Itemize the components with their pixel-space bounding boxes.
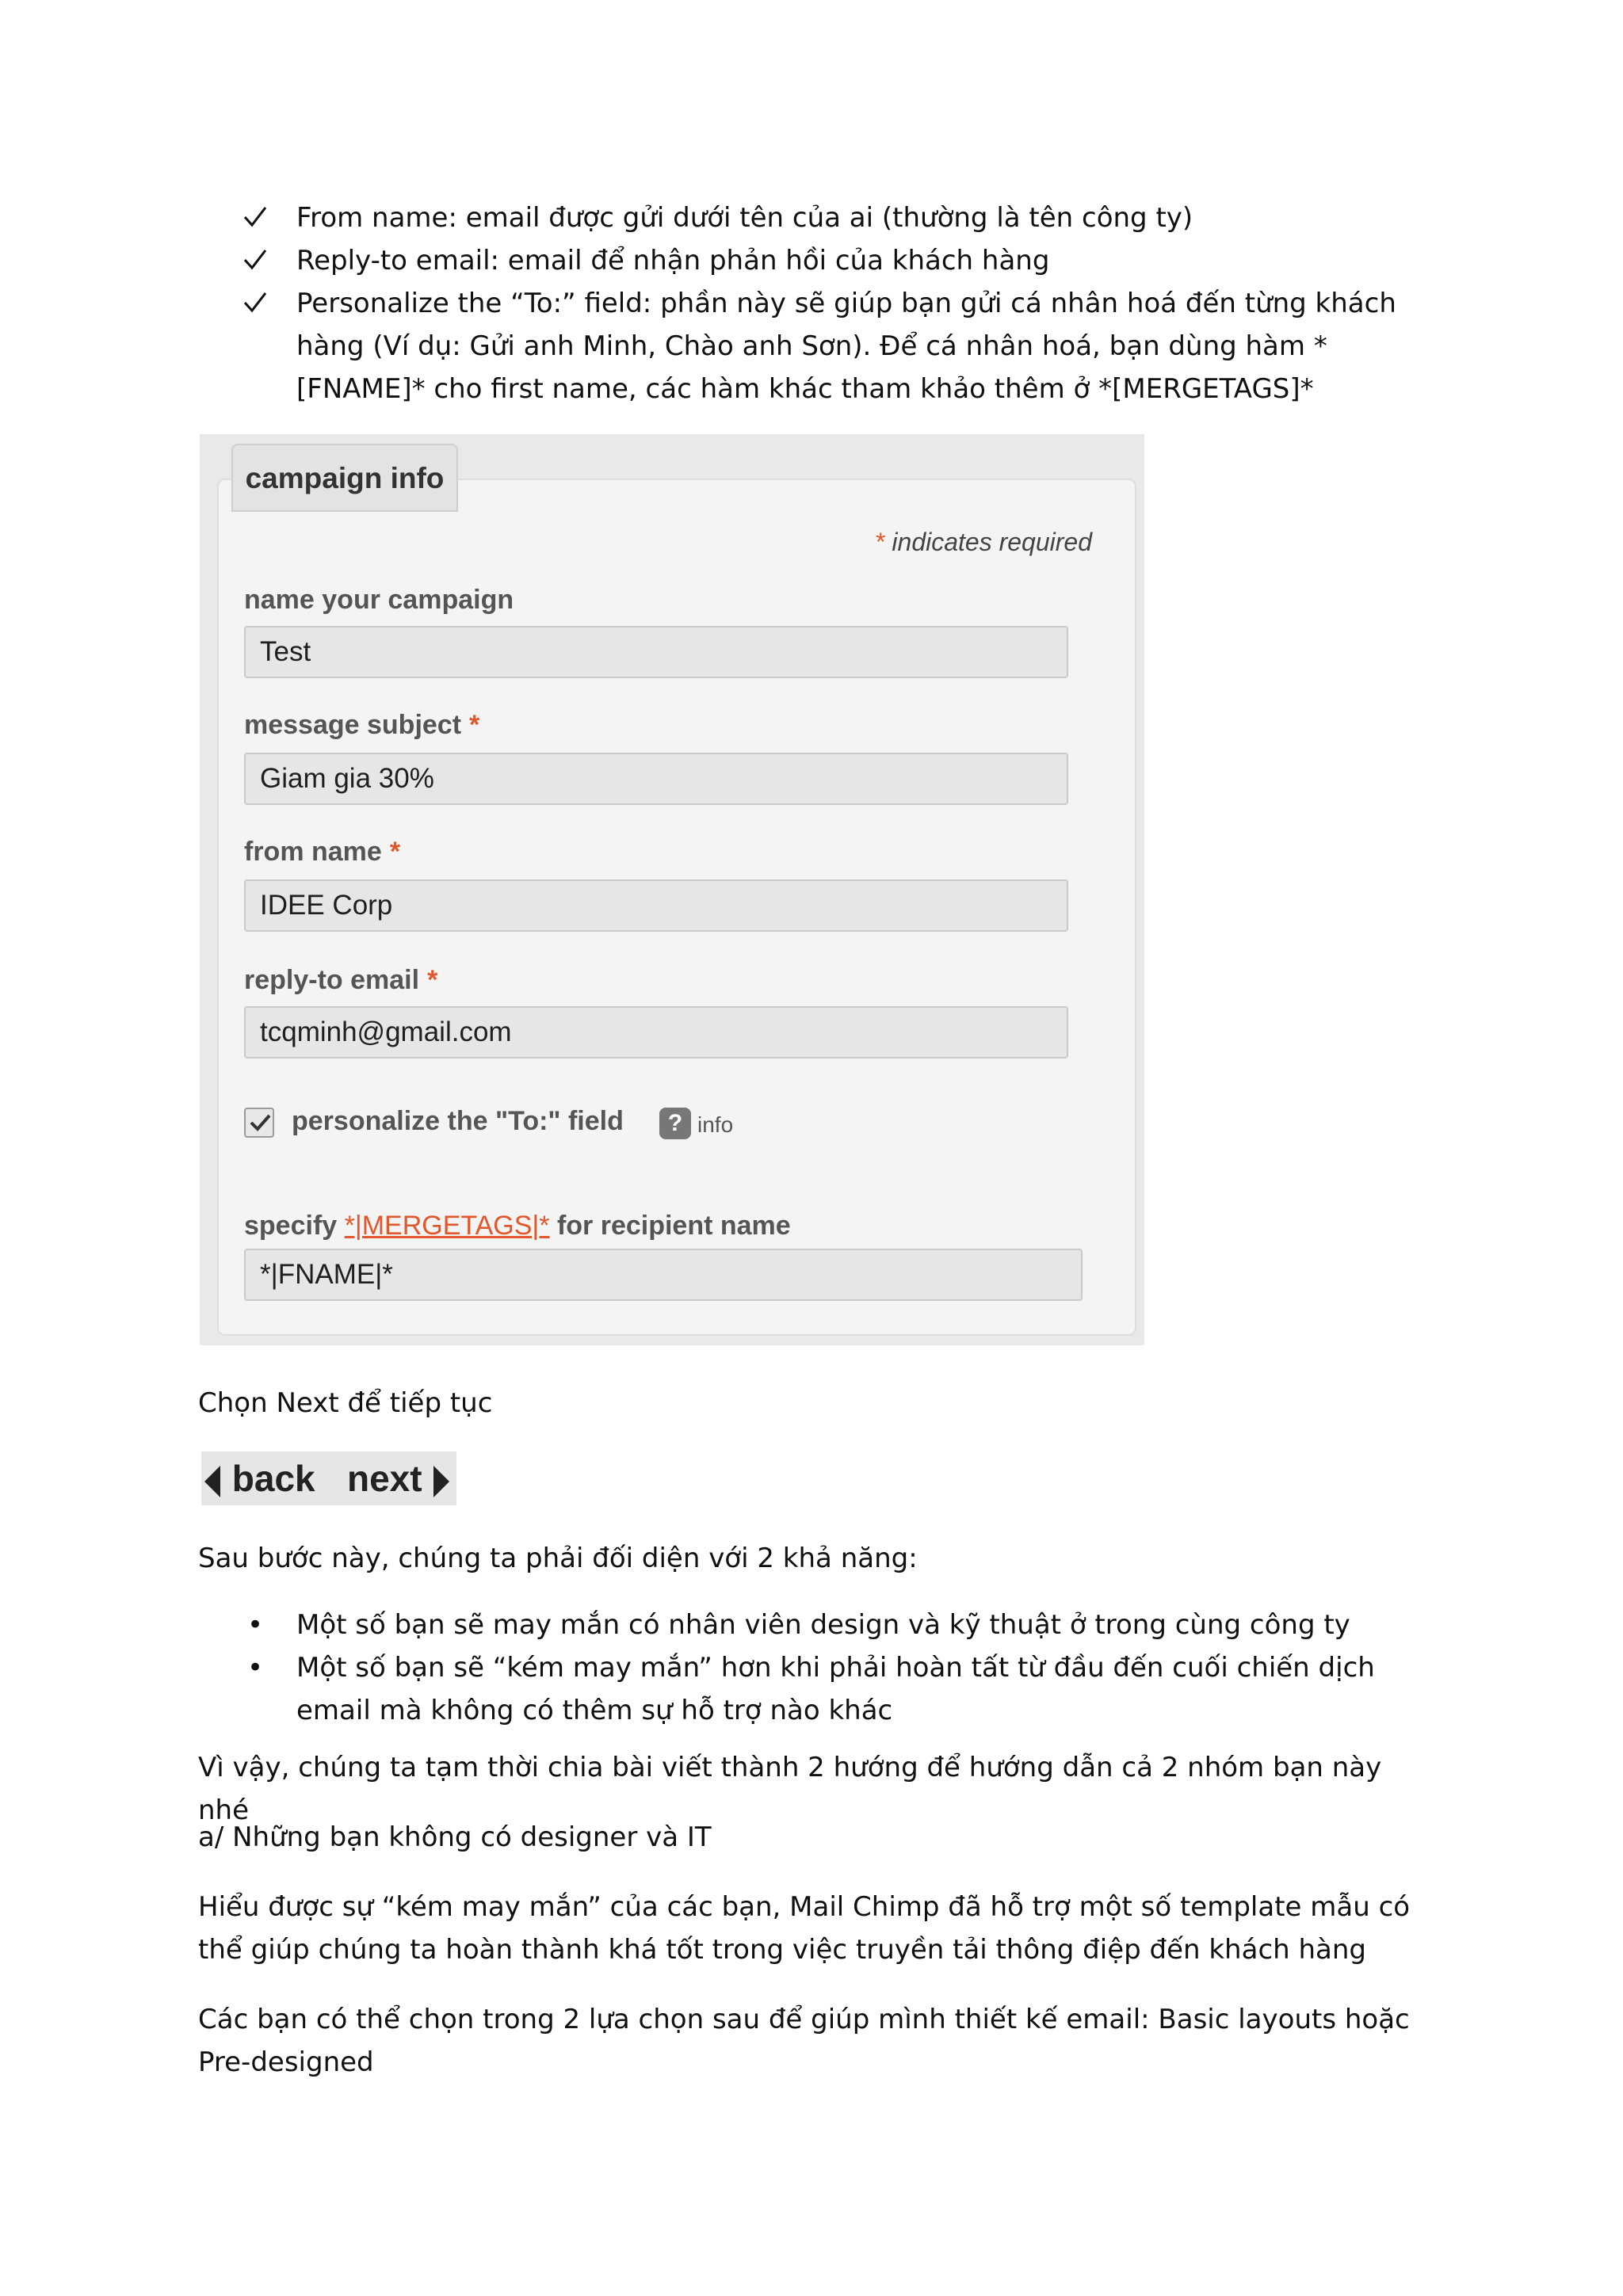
triangle-right-icon bbox=[432, 1464, 451, 1499]
help-icon[interactable]: ? bbox=[659, 1108, 691, 1139]
from-name-label-text: from name bbox=[244, 837, 382, 867]
from-name-input[interactable]: IDEE Corp bbox=[244, 879, 1068, 932]
from-name-label bbox=[244, 837, 400, 868]
paragraph-split: Vì vậy, chúng ta tạm thời chia bài viết thành 2 hướng để hướng dẫn cả 2 nhóm bạn này nhé bbox=[198, 1752, 1382, 1826]
required-star: * bbox=[469, 710, 480, 740]
required-star: * bbox=[427, 965, 438, 995]
checkmark-icon bbox=[242, 239, 274, 282]
checklist-item bbox=[242, 282, 1415, 410]
bullet-icon: • bbox=[247, 1652, 264, 1684]
triangle-left-icon bbox=[203, 1464, 222, 1499]
list-item bbox=[242, 1646, 1415, 1732]
heading-section-a: a/ Những bạn không có designer và IT bbox=[198, 1821, 712, 1853]
paragraph-next-instruction: Chọn Next để tiếp tục bbox=[198, 1387, 493, 1419]
checklist-item bbox=[242, 196, 1415, 239]
reply-to-email-label bbox=[244, 965, 437, 996]
personalize-to-label[interactable]: personalize the "To:" field bbox=[292, 1106, 624, 1136]
checklist-item-text: From name: email được gửi dưới tên của ai (thường là tên công ty) bbox=[296, 202, 1193, 234]
info-link[interactable]: info bbox=[697, 1112, 734, 1137]
paragraph-after-step: Sau bước này, chúng ta phải đối diện với 2 khả năng: bbox=[198, 1543, 918, 1574]
campaign-info-tab[interactable]: campaign info bbox=[231, 444, 458, 512]
checklist-item-text: Reply-to email: email để nhận phản hồi của khách hàng bbox=[296, 245, 1050, 277]
recipient-name-label bbox=[244, 1211, 791, 1241]
campaign-name-label-text: name your campaign bbox=[244, 585, 514, 615]
reply-to-email-input[interactable]: tcqminh@gmail.com bbox=[244, 1006, 1068, 1058]
list-item-text: Một số bạn sẽ may mắn có nhân viên design và kỹ thuật ở trong cùng công ty bbox=[296, 1609, 1350, 1641]
bullet-icon: • bbox=[247, 1609, 264, 1641]
back-button-label: back bbox=[231, 1458, 315, 1499]
checklist-item-text: Personalize the “To:” field: phần này sẽ giúp bạn gửi cá nhân hoá đến từng khách hàng (Ví dụ: Gửi anh Minh, Chào anh Sơn). Để cá nhân hoá, bạn dùng hàm *[FNAME]* cho first name, các hàm khác tham khảo thêm ở *[MERGETAGS]* bbox=[296, 288, 1396, 405]
required-star: * bbox=[875, 528, 886, 556]
recipient-name-input[interactable]: *|FNAME|* bbox=[244, 1249, 1083, 1301]
specify-prefix: specify bbox=[244, 1211, 338, 1241]
campaign-name-label bbox=[244, 585, 514, 616]
list-item bbox=[242, 1604, 1415, 1646]
message-subject-input[interactable]: Giam gia 30% bbox=[244, 753, 1068, 805]
paragraph-mailchimp: Hiểu được sự “kém may mắn” của các bạn, Mail Chimp đã hỗ trợ một số template mẫu có thể giúp chúng ta hoàn thành khá tốt trong việc truyền tải thông điệp đến khách hàng bbox=[198, 1891, 1411, 1966]
checklist bbox=[242, 196, 1415, 410]
required-note-text: indicates required bbox=[892, 528, 1092, 556]
bullet-list bbox=[242, 1604, 1415, 1732]
message-subject-label-text: message subject bbox=[244, 710, 462, 740]
checklist-item bbox=[242, 239, 1415, 282]
checkmark-icon bbox=[247, 1109, 273, 1136]
list-item-text: Một số bạn sẽ “kém may mắn” hơn khi phải hoàn tất từ đầu đến cuối chiến dịch email mà không có thêm sự hỗ trợ nào khác bbox=[296, 1652, 1375, 1726]
required-note bbox=[876, 528, 1092, 557]
reply-to-email-label-text: reply-to email bbox=[244, 965, 420, 995]
campaign-name-input[interactable]: Test bbox=[244, 626, 1068, 678]
back-button[interactable] bbox=[203, 1451, 315, 1505]
personalize-to-checkbox[interactable] bbox=[244, 1108, 274, 1138]
checkmark-icon bbox=[242, 282, 274, 325]
next-button[interactable] bbox=[347, 1451, 451, 1505]
mergetags-link[interactable]: *|MERGETAGS|* bbox=[344, 1211, 550, 1241]
specify-suffix: for recipient name bbox=[556, 1211, 791, 1241]
message-subject-label bbox=[244, 710, 479, 741]
next-button-label: next bbox=[347, 1458, 422, 1499]
required-star: * bbox=[389, 837, 401, 867]
checkmark-icon bbox=[242, 196, 274, 239]
paragraph-choices: Các bạn có thể chọn trong 2 lựa chọn sau để giúp mình thiết kế email: Basic layouts hoặc Pre-designed bbox=[198, 2004, 1410, 2078]
back-next-buttons bbox=[201, 1451, 456, 1505]
